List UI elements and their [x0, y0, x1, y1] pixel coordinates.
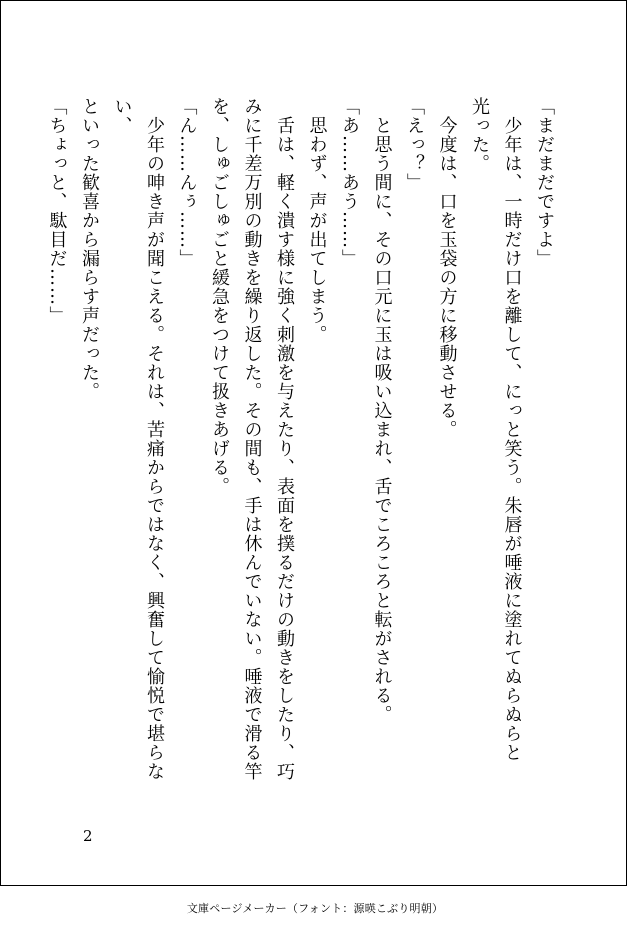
- text-line-12: 「ん……んぅ……」: [176, 97, 198, 268]
- text-line-8: 思わず、声が出てしまう。: [306, 97, 328, 344]
- text-line-2: 少年は、一時だけ口を離して、にっと笑う。朱唇が唾液に塗れてぬらぬらと: [501, 97, 523, 762]
- text-line-10: みに千差万別の動きを繰り返した。その間も、手は休んでいない。唾液で滑る竿: [241, 97, 263, 781]
- text-line-15: 「ちょっと、駄目だ……」: [46, 97, 68, 325]
- text-line-3: 光った。: [469, 97, 490, 173]
- text-line-6: と思う間に、その口元に玉は吸い込まれ、舌でころころと転がされる。: [371, 97, 393, 724]
- text-line-11: を、しゅごしゅごと緩急をつけて扱きあげる。: [209, 97, 230, 496]
- text-line-7: 「あ……あう……」: [339, 97, 360, 268]
- vertical-text-body: [46, 97, 560, 817]
- text-line-14: といった歓喜から漏らす声だった。: [79, 97, 100, 401]
- text-line-4: 今度は、口を玉袋の方に移動させる。: [436, 97, 458, 439]
- footer-caption: 文庫ページメーカー（フォント：源暎こぶり明朝）: [186, 902, 444, 915]
- text-line-5: 「えっ？」: [404, 97, 425, 192]
- text-line-9: 舌は、軽く潰す様に強く刺激を与えたり、表面を撲るだけの動きをしたり、巧: [274, 97, 295, 781]
- text-line-13: 少年の呻き声が聞こえる。それは、苦痛からではなく、興奮して愉悦で堪らない、: [111, 97, 165, 781]
- text-line-1: 「まだまだですよ」: [534, 97, 555, 268]
- page-number: 2: [83, 827, 93, 845]
